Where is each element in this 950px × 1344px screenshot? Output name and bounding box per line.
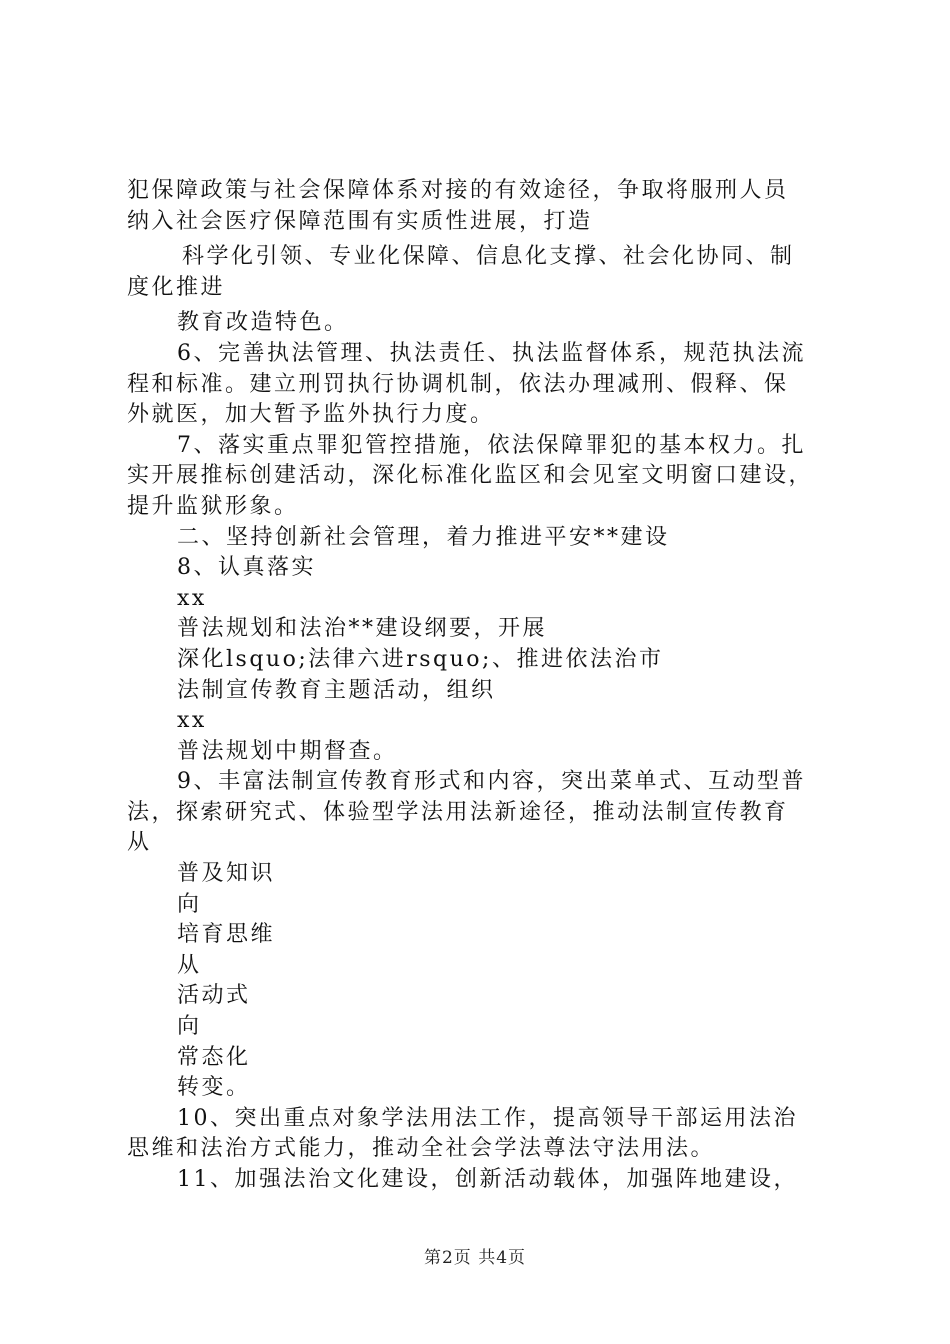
- text-line: 9、丰富法制宣传教育形式和内容，突出菜单式、互动型普: [177, 769, 806, 795]
- text-line: 实开展推标创建活动，深化标准化监区和会见室文明窗口建设，: [127, 463, 814, 489]
- text-line: 法，探索研究式、体验型学法用法新途径，推动法制宣传教育: [127, 799, 789, 825]
- text-line: 犯保障政策与社会保障体系对接的有效途径，争取将服刑人员: [127, 178, 789, 203]
- text-line: 教育改造特色。: [177, 310, 349, 336]
- text-line: xx: [177, 585, 207, 611]
- text-line: 培育思维: [177, 922, 276, 948]
- text-line: 6、完善执法管理、执法责任、执法监督体系，规范执法流: [177, 340, 806, 366]
- text-line: 纳入社会医疗保障范围有实质性进展，打造: [127, 208, 593, 234]
- text-line: 11、加强法治文化建设，创新活动载体，加强阵地建设，: [177, 1167, 798, 1192]
- text-line: 度化推进: [127, 274, 226, 300]
- text-line: 法制宣传教育主题活动，组织: [177, 677, 496, 703]
- text-line: xx: [177, 708, 207, 734]
- text-line: 思维和法治方式能力，推动全社会学法尊法守法用法。: [127, 1136, 716, 1162]
- text-line: 常态化: [177, 1044, 251, 1070]
- text-line: 向: [177, 1014, 202, 1040]
- text-line: 从: [127, 830, 152, 856]
- text-line: 提升监狱形象。: [127, 493, 299, 519]
- text-line: 活动式: [177, 983, 251, 1009]
- text-line: 深化lsquo;法律六进rsquo;、推进依法治市: [177, 646, 664, 672]
- page-footer: 第2页 共4页: [423, 1248, 527, 1268]
- text-line: 转变。: [177, 1075, 251, 1101]
- text-line: 从: [177, 952, 202, 978]
- text-line: 7、落实重点罪犯管控措施，依法保障罪犯的基本权力。扎: [177, 432, 806, 458]
- text-line: 科学化引领、专业化保障、信息化支撑、社会化协同、制: [182, 244, 795, 270]
- text-line: 外就医，加大暂予监外执行力度。: [127, 402, 495, 428]
- section-heading: 二、坚持创新社会管理，着力推进平安**建设: [177, 524, 670, 550]
- text-line: 向: [177, 891, 202, 917]
- text-line: 普法规划中期督查。: [177, 738, 398, 764]
- document-body: [127, 176, 847, 1196]
- text-line: 8、认真落实: [177, 555, 316, 581]
- text-line: 普及知识: [177, 861, 276, 887]
- text-line: 普法规划和法治**建设纲要，开展: [177, 616, 548, 642]
- text-line: 10、突出重点对象学法用法工作，提高领导干部运用法治: [177, 1105, 798, 1131]
- text-line: 程和标准。建立刑罚执行协调机制，依法办理减刑、假释、保: [127, 371, 789, 397]
